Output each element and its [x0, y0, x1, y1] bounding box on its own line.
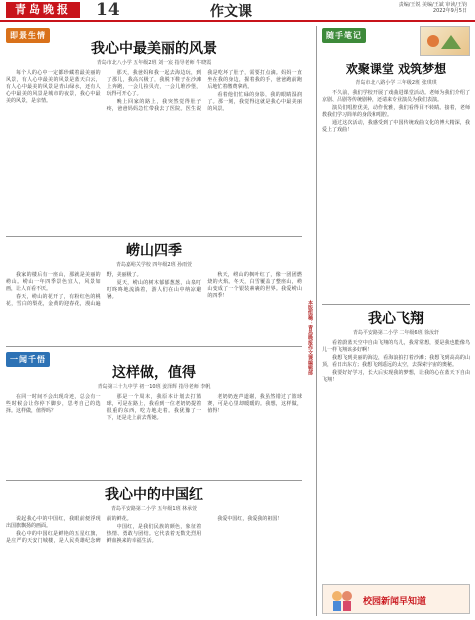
- divider: [6, 480, 302, 481]
- article-byline: 青岛市北八小学 五年级2班 刘一宸 指导老师 牛晓霞: [96, 60, 212, 66]
- article-zheyang-zuo: [6, 364, 302, 476]
- paragraph: 我想飞到美丽的海边，看海浪拍打着沙滩；我想飞到高高的山顶，看日出东方；我想飞到遥远的太空，去探索宇宙的奥秘。: [322, 355, 470, 368]
- article-byline: 青岛平安路第二小学 二年级6班 徐汝轩: [352, 330, 440, 336]
- paragraph: 中国红，是我们民族的颜色，象征着热情、勇敢与团结。它代表着无数先烈用鲜血换来的幸福生活。: [106, 524, 202, 544]
- article-title: 崂山四季: [126, 243, 182, 259]
- column-tag-jingsheng: 即景生情: [6, 28, 50, 43]
- paragraph: 我爱中国红，我爱我的祖国！: [217, 516, 283, 522]
- column-tag-yiwen: 一闻千悟: [6, 352, 50, 367]
- article-title: 这样做，值得: [112, 365, 196, 381]
- article-body: [6, 394, 302, 422]
- paragraph: 说起我心中的中国红，我眼前便浮现出国旗飘扬的画面。: [6, 516, 101, 529]
- article-zuimei-fengjing: [6, 40, 302, 232]
- column-tag-suishou: 随手笔记: [322, 28, 366, 43]
- article-laoshan-siji: [6, 242, 302, 342]
- article-body: [6, 272, 302, 308]
- article-byline: 青岛平安路第二小学 五年级1班 林承萱: [110, 506, 198, 512]
- paragraph: 演员们唱腔优美，动作优雅，我们看得目不转睛。接着，老师教我们学习简单的身段和唱腔。: [322, 105, 470, 118]
- article-body: [6, 70, 302, 113]
- paragraph: 我要好好学习，长大后实现我的梦想，让我的心在蓝天下自由飞翔！: [322, 370, 470, 383]
- header-meta: [357, 2, 467, 14]
- footer-banner: [322, 584, 470, 614]
- paragraph: 不久前，我们学校开展了戏曲进课堂活动。老师为我们介绍了京剧、吕剧等传统剧种，还请来专业演员为我们表演。: [322, 90, 470, 103]
- paragraph: 那天，我爸妈和我一起去海边玩，到了那儿，我高兴极了，我脱下鞋子在沙滩上奔跑，一会儿捡贝壳，一会儿堆沙堡，玩得可开心了。: [106, 70, 202, 97]
- paragraph: 我心中的中国红是鲜艳的五星红旗，是庄严的天安门城楼，是人民英雄纪念碑前的鲜花。: [6, 516, 132, 544]
- editor-credits: 责编/王锐 美编/王斌 审读/王钧: [398, 2, 467, 8]
- paragraph: 看着他们忙碌的身影，我的眼睛湿润了。那一刻，我觉得这就是我心中最美丽的风景。: [207, 92, 302, 112]
- newspaper-logo: 青岛晚报: [6, 2, 80, 18]
- paragraph: 夏天，崂山的树木郁郁葱葱，山泉叮叮咚咚地流淌着，游人们在山中纳凉避暑。: [106, 280, 202, 300]
- vertical-credit: 本版组稿：青岛晚报作文课编辑部: [307, 300, 313, 375]
- paragraph: 每个人的心中一定都珍藏着最美丽的风景，有人心中最美的风景是蓝天白云，有人心中最美的风景是青山绿水，还有人心中最美的风景是城市的夜景，我心中最美的风景，是亲情。: [6, 70, 101, 104]
- column-divider: [316, 26, 317, 616]
- article-zhongguo-hong: [6, 486, 302, 616]
- divider: [322, 304, 470, 305]
- article-title: 欢聚课堂 戏筑梦想: [345, 62, 447, 76]
- article-byline: 青岛嘉峪关学校 四年级2班 孙雨萱: [115, 262, 193, 268]
- article-body: [6, 516, 302, 545]
- article-byline: 青岛第三十九中学 初一10班 姜泽辉 指导老师 李帆: [97, 384, 211, 390]
- paragraph: 老奶奶连声道谢，我虽然错过了篮球赛，可是心里却暖暖的。我想，这样做，值得！: [207, 394, 302, 414]
- article-title: 我心飞翔: [368, 311, 424, 327]
- section-title: 作文课: [210, 4, 252, 20]
- article-body: [322, 340, 470, 385]
- issue-date: 2022年9月5日: [432, 8, 467, 14]
- paragraph: 春天，崂山的花开了，有粉红色的桃花，雪白的梨花，金黄的迎春花，漫山遍野，美丽极了。: [6, 272, 142, 307]
- illustration-image: [420, 26, 470, 56]
- article-xiju-mengxiang: [322, 60, 470, 300]
- article-byline: 青岛市北八路小学 三年级2班 张琪琪: [355, 80, 437, 86]
- divider: [6, 346, 302, 347]
- paragraph: 秋天，崂山的枫叶红了，像一团团燃烧的火焰。冬天，白雪覆盖了整座山，崂山变成了一个银装素裹的世界。我爱崂山的四季！: [207, 272, 302, 299]
- paragraph: 在同一时间不会出现奇迹，总会有一些时候会让你停下脚步，思考自己的选择。这样做，值得吗？: [6, 394, 101, 414]
- article-title: 我心中最美丽的风景: [91, 41, 217, 57]
- article-xin-feixiang: [322, 310, 470, 580]
- article-body: [322, 90, 470, 135]
- paragraph: 看着蔚蓝天空中自由飞翔的鸟儿，我常常想，要是我也能像鸟儿一样飞翔该多好啊！: [322, 340, 470, 353]
- divider: [6, 236, 302, 237]
- article-title: 我心中的中国红: [105, 487, 203, 503]
- paragraph: 那是一个周末，我原本计划去打篮球，可是在路上，我看到一位老奶奶提着很重的东西，吃力地走着。我犹豫了一下，还是走上前去帮她。: [106, 394, 202, 421]
- paragraph: 晚上回家的路上，我突然觉得肚子疼，爸爸妈妈急忙带我去了医院。医生说我是吃坏了肚子，需要打点滴。妈妈一直坐在我的身边，握着我的手，爸爸跑前跑后地忙着缴费拿药。: [106, 70, 302, 112]
- page-number: 14: [96, 0, 120, 20]
- page-header: [0, 0, 475, 22]
- paragraph: 通过这次活动，我感受到了中国传统戏曲文化的博大精深，我爱上了戏曲！: [322, 120, 470, 133]
- footer-tag: 校园新闻早知道: [363, 597, 427, 607]
- paragraph: 我家的楼后有一座山，那就是美丽的崂山。崂山一年四季景色宜人，风景如画，让人百看不厌。: [6, 272, 101, 292]
- children-illustration-icon: [327, 586, 357, 614]
